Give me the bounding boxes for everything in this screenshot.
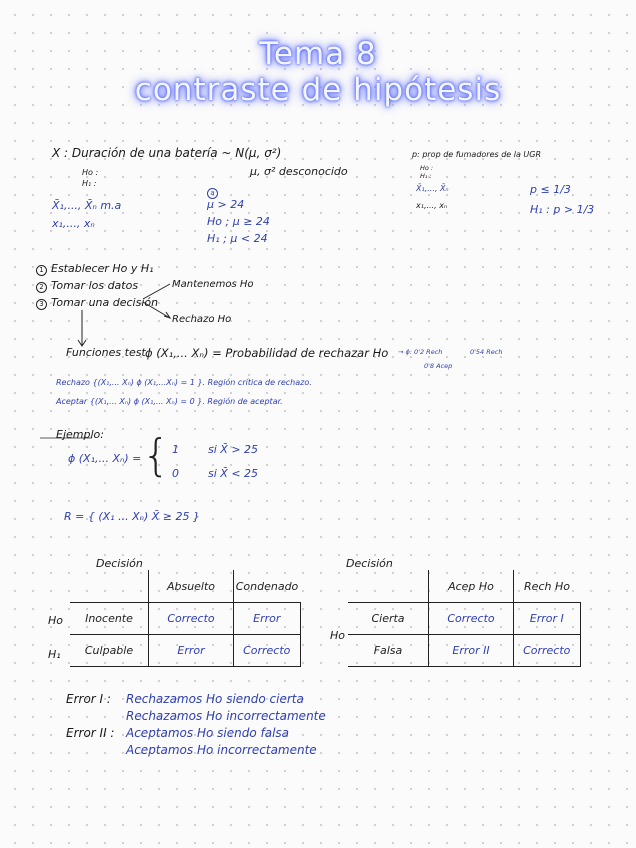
table2-cell: Correcto [514,635,581,667]
p-h1: H₁ : p > 1/3 [530,203,595,216]
p-condition: p ≤ 1/3 [530,183,571,196]
step-3: 3 Tomar una decisión [36,296,158,310]
page-title: Tema 8 [259,36,377,72]
table2-col-1: Acep Ho [429,570,514,603]
table1-cell: Error [149,635,234,667]
error1-label: Error I : [66,692,111,706]
accept-region: Aceptar {(X₁,... Xₙ) ϕ (X₁,... Xₙ) = 0 }. Región de aceptar. [56,397,283,406]
test-note-2: 0'8 Acep [424,362,453,370]
error1-line2: Rechazamos Ho incorrectamente [126,709,326,723]
mu-h1: H₁ ; μ < 24 [207,232,268,245]
error2-label: Error II : [66,726,115,740]
right-sample-values: x₁,..., xₙ [416,201,448,210]
test-note-1: → ϕ: 0'2 Rech [398,348,443,356]
example-brace: { [142,430,170,481]
right-h0: Ho : [420,164,434,172]
table2-heading: Decisión [346,557,393,570]
table2-col-2: Rech Ho [514,570,581,603]
table2-cell: Error II [429,635,514,667]
h1-label: H₁ : [82,179,97,188]
table1-cell: Correcto [149,603,234,635]
case-1-value: 1 [172,443,179,456]
table2-row-2-label: Falsa [348,635,429,667]
h0-label: Ho : [82,168,99,177]
table2-row-1-label: Cierta [348,603,429,635]
case-1-condition: si X̄ > 25 [208,443,259,456]
reject-region: Rechazo {(X₁,... Xₙ) ϕ (X₁,...Xₙ) = 1 }. Región crítica de rechazo. [56,378,312,387]
step-2: 2 Tomar los datos [36,279,138,293]
table1-col-2: Condenado [234,570,301,603]
example-marker: a [207,180,222,199]
test-functions-label: Funciones test [66,346,146,359]
test-note-3: 0'54 Rech [470,348,503,356]
table1-heading: Decisión [96,557,143,570]
right-h1: H₁ : [420,172,432,180]
table1-col-1: Absuelto [149,570,234,603]
table1-cell: Error [234,603,301,635]
sample-vars: X̄₁,..., X̄ₙ m.a [52,199,122,212]
case-2-condition: si X̄ < 25 [208,467,259,480]
page-subtitle: contraste de hipótesis [134,72,502,108]
table1-cell: Correcto [234,635,301,667]
mu-condition: μ > 24 [207,198,245,211]
table2-cell: Correcto [429,603,514,635]
example-region: R = { (X₁ ... Xₙ) X̄ ≥ 25 } [64,510,201,523]
decision-keep: Mantenemos Ho [172,279,254,290]
case-2-value: 0 [172,467,179,480]
table2-cell: Error I [514,603,581,635]
table2-hyp: Ho [330,629,346,642]
sample-values: x₁,..., xₙ [52,217,95,230]
right-sample-vars: X̄₁,..., X̄ₙ [416,184,449,193]
table1-row-2-label: Culpable [70,635,149,667]
table2 [348,570,581,667]
table1-h0: Ho [48,614,64,627]
params-note: μ, σ² desconocido [250,165,348,178]
example-heading: Ejemplo: [56,428,104,441]
example-phi: ϕ (X₁,... Xₙ) = [68,452,142,465]
step-1: 1 Establecer Ho y H₁ [36,262,154,276]
table1 [70,570,301,667]
error2-line2: Aceptamos Ho incorrectamente [126,743,317,757]
error1-line1: Rechazamos Ho siendo cierta [126,692,304,706]
table1-row-1-label: Inocente [70,603,149,635]
error2-line1: Aceptamos Ho siendo falsa [126,726,290,740]
mu-h0: Ho ; μ ≥ 24 [207,215,270,228]
test-function-formula: ϕ (X₁,... Xₙ) = Probabilidad de rechazar Ho [145,346,389,360]
proportion-definition: p: prop de fumadores de la UGR [412,150,542,159]
table1-h1: H₁ [48,648,61,661]
variable-definition: X : Duración de una batería ~ N(μ, σ²) [52,146,282,160]
decision-reject: Rechazo Ho [172,314,232,325]
